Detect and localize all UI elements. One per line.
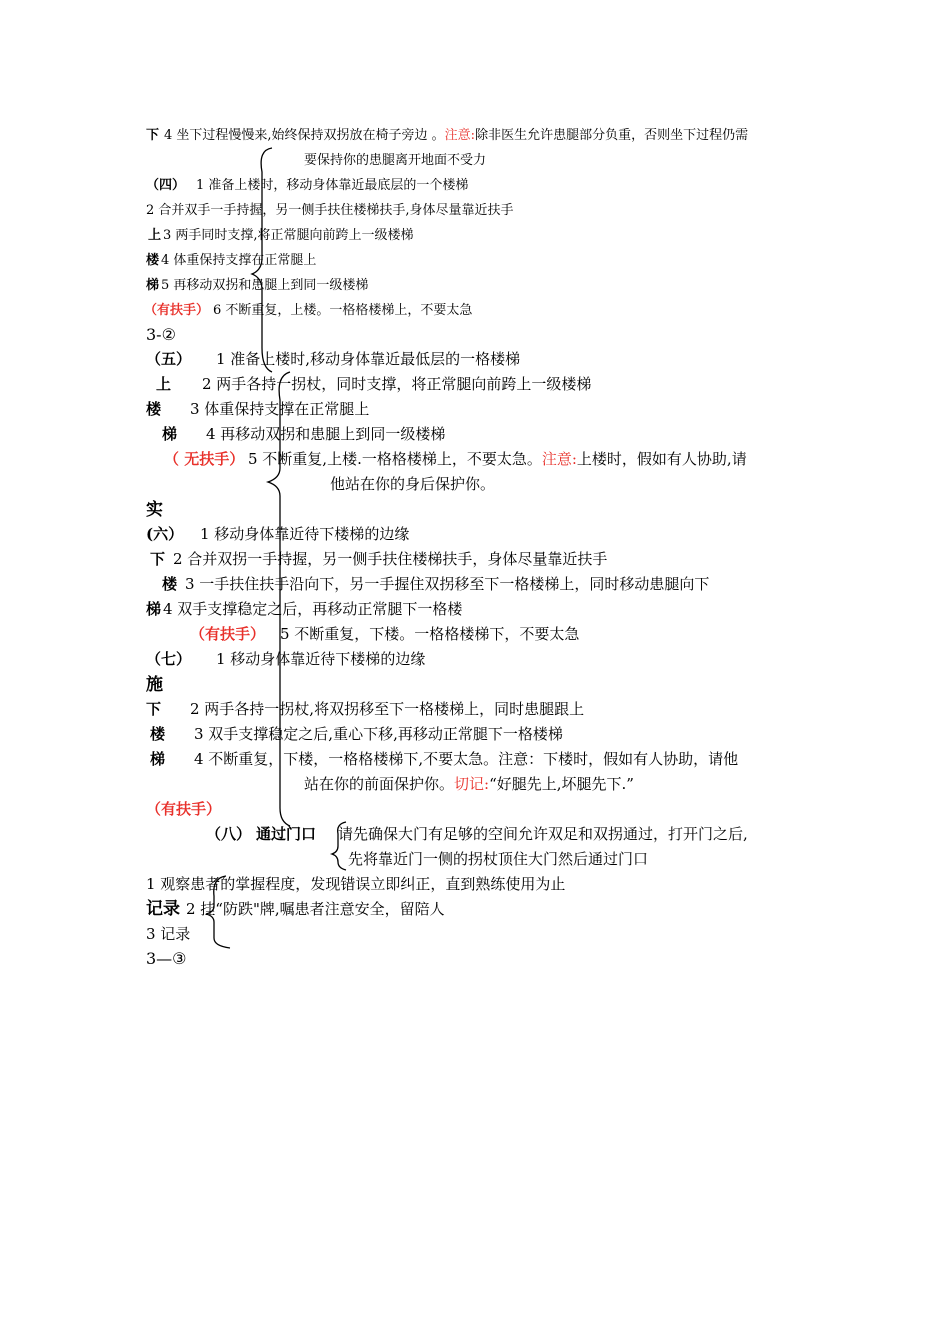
s6-handrail-label: （有扶手） xyxy=(190,625,266,643)
s7-step-4: 4 不断重复，下楼，一格格楼梯下,不要太急。注意：下楼时，假如有人协助，请他 xyxy=(194,750,739,768)
tag-xia: 下 xyxy=(146,700,162,718)
s5-step-4: 4 再移动双拐和患腿上到同一级楼梯 xyxy=(206,425,446,443)
label-shi: 实 xyxy=(146,500,163,520)
s7-step-3: 3 双手支撑稳定之后,重心下移,再移动正常腿下一格楼梯 xyxy=(194,725,563,743)
s4-step-5: 5 再移动双拐和患腿上到同一级楼梯 xyxy=(161,278,369,293)
tag-xia: 下 xyxy=(146,128,160,143)
s5-step-5: 5 不断重复,上楼.一格格楼梯上，不要太急。注意:上楼时，假如有人协助,请 xyxy=(248,450,747,468)
s5-step-3: 3 体重保持支撑在正常腿上 xyxy=(190,400,370,418)
tag-lou: 楼 xyxy=(146,253,160,268)
section-6-number: (六） xyxy=(146,525,184,543)
tag-shang: 上 xyxy=(148,228,162,243)
s4-step-6: 6 不断重复，上楼。一格格楼梯上，不要太急 xyxy=(213,303,473,318)
record-item-1: 1 观察患者的掌握程度，发现错误立即纠正，直到熟练使用为止 xyxy=(146,875,566,893)
s4-step-3: 3 两手同时支撑,将正常腿向前跨上一级楼梯 xyxy=(163,228,414,243)
tag-ti: 梯 xyxy=(146,600,162,618)
s8-line-1: 请先确保大门有足够的空间允许双足和双拐通过，打开门之后, xyxy=(338,825,748,843)
note-label: 注意: xyxy=(541,450,577,468)
remember-label: 切记: xyxy=(454,775,490,793)
s8-line-2: 先将靠近门一侧的拐杖顶住大门然后通过门口 xyxy=(348,850,649,868)
s5-note-cont: 他站在你的身后保护你。 xyxy=(330,475,496,493)
s4-handrail-label: （有扶手） xyxy=(144,303,210,318)
tag-xia: 下 xyxy=(150,550,166,568)
s4-step-1: 1 准备上楼时，移动身体靠近最底层的一个楼梯 xyxy=(196,178,469,193)
sit-step-4: 4 坐下过程慢慢来,始终保持双拐放在椅子旁边 。注意:除非医生允许患腿部分负重，否则坐下过程仍需 xyxy=(164,128,749,143)
tag-lou: 楼 xyxy=(146,400,162,418)
s4-step-2: 2 合并双手一手持握，另一侧手扶住楼梯扶手,身体尽量靠近扶手 xyxy=(146,203,514,218)
label-shi-2: 施 xyxy=(146,675,163,695)
section-8-number: （八） xyxy=(206,825,252,843)
label-record: 记录 xyxy=(146,899,180,919)
s5-step-1: 1 准备上楼时,移动身体靠近最低层的一格楼梯 xyxy=(216,350,521,368)
s6-step-4: 4 双手支撑稳定之后，再移动正常腿下一格楼 xyxy=(163,600,463,618)
tag-lou: 楼 xyxy=(162,575,178,593)
s6-step-5: 5 不断重复，下楼。一格格楼梯下，不要太急 xyxy=(280,625,580,643)
tag-lou: 楼 xyxy=(150,725,166,743)
s7-step-1: 1 移动身体靠近待下楼梯的边缘 xyxy=(216,650,426,668)
tag-ti: 梯 xyxy=(162,425,178,443)
ref-3-2: 3-② xyxy=(146,325,176,344)
section-4-number: （四） xyxy=(146,178,186,193)
section-7-number: （七） xyxy=(146,650,192,668)
tag-ti: 梯 xyxy=(150,750,166,768)
s6-step-3: 3 一手扶住扶手沿向下，另一手握住双拐移至下一格楼梯上，同时移动患腿向下 xyxy=(185,575,710,593)
s4-step-4: 4 体重保持支撑在正常腿上 xyxy=(161,253,317,268)
s6-step-2: 2 合并双拐一手持握，另一侧手扶住楼梯扶手，身体尽量靠近扶手 xyxy=(173,550,608,568)
section-5-number: （五） xyxy=(146,350,192,368)
s7-handrail-label: （有扶手） xyxy=(146,800,222,818)
note-label: 注意: xyxy=(444,128,476,143)
record-item-3: 3 记录 xyxy=(146,925,191,943)
sit-note-cont: 要保持你的患腿离开地面不受力 xyxy=(304,153,487,168)
section-8-title: 通过门口 xyxy=(256,825,317,843)
s7-step-2: 2 两手各持一拐杖,将双拐移至下一格楼梯上，同时患腿跟上 xyxy=(190,700,585,718)
tag-ti: 梯 xyxy=(146,278,160,293)
s5-step-2: 2 两手各持一拐杖，同时支撑，将正常腿向前跨上一级楼梯 xyxy=(202,375,592,393)
ref-3-3: 3—③ xyxy=(146,949,187,968)
record-item-2: 2 挂“防跌"牌,嘱患者注意安全，留陪人 xyxy=(186,900,445,918)
tag-shang: 上 xyxy=(156,375,172,393)
s6-step-1: 1 移动身体靠近待下楼梯的边缘 xyxy=(200,525,410,543)
s5-handrail-label: （ 无扶手） xyxy=(164,450,245,468)
s7-step-4-cont: 站在你的前面保护你。切记:“好腿先上,坏腿先下.” xyxy=(304,775,634,793)
